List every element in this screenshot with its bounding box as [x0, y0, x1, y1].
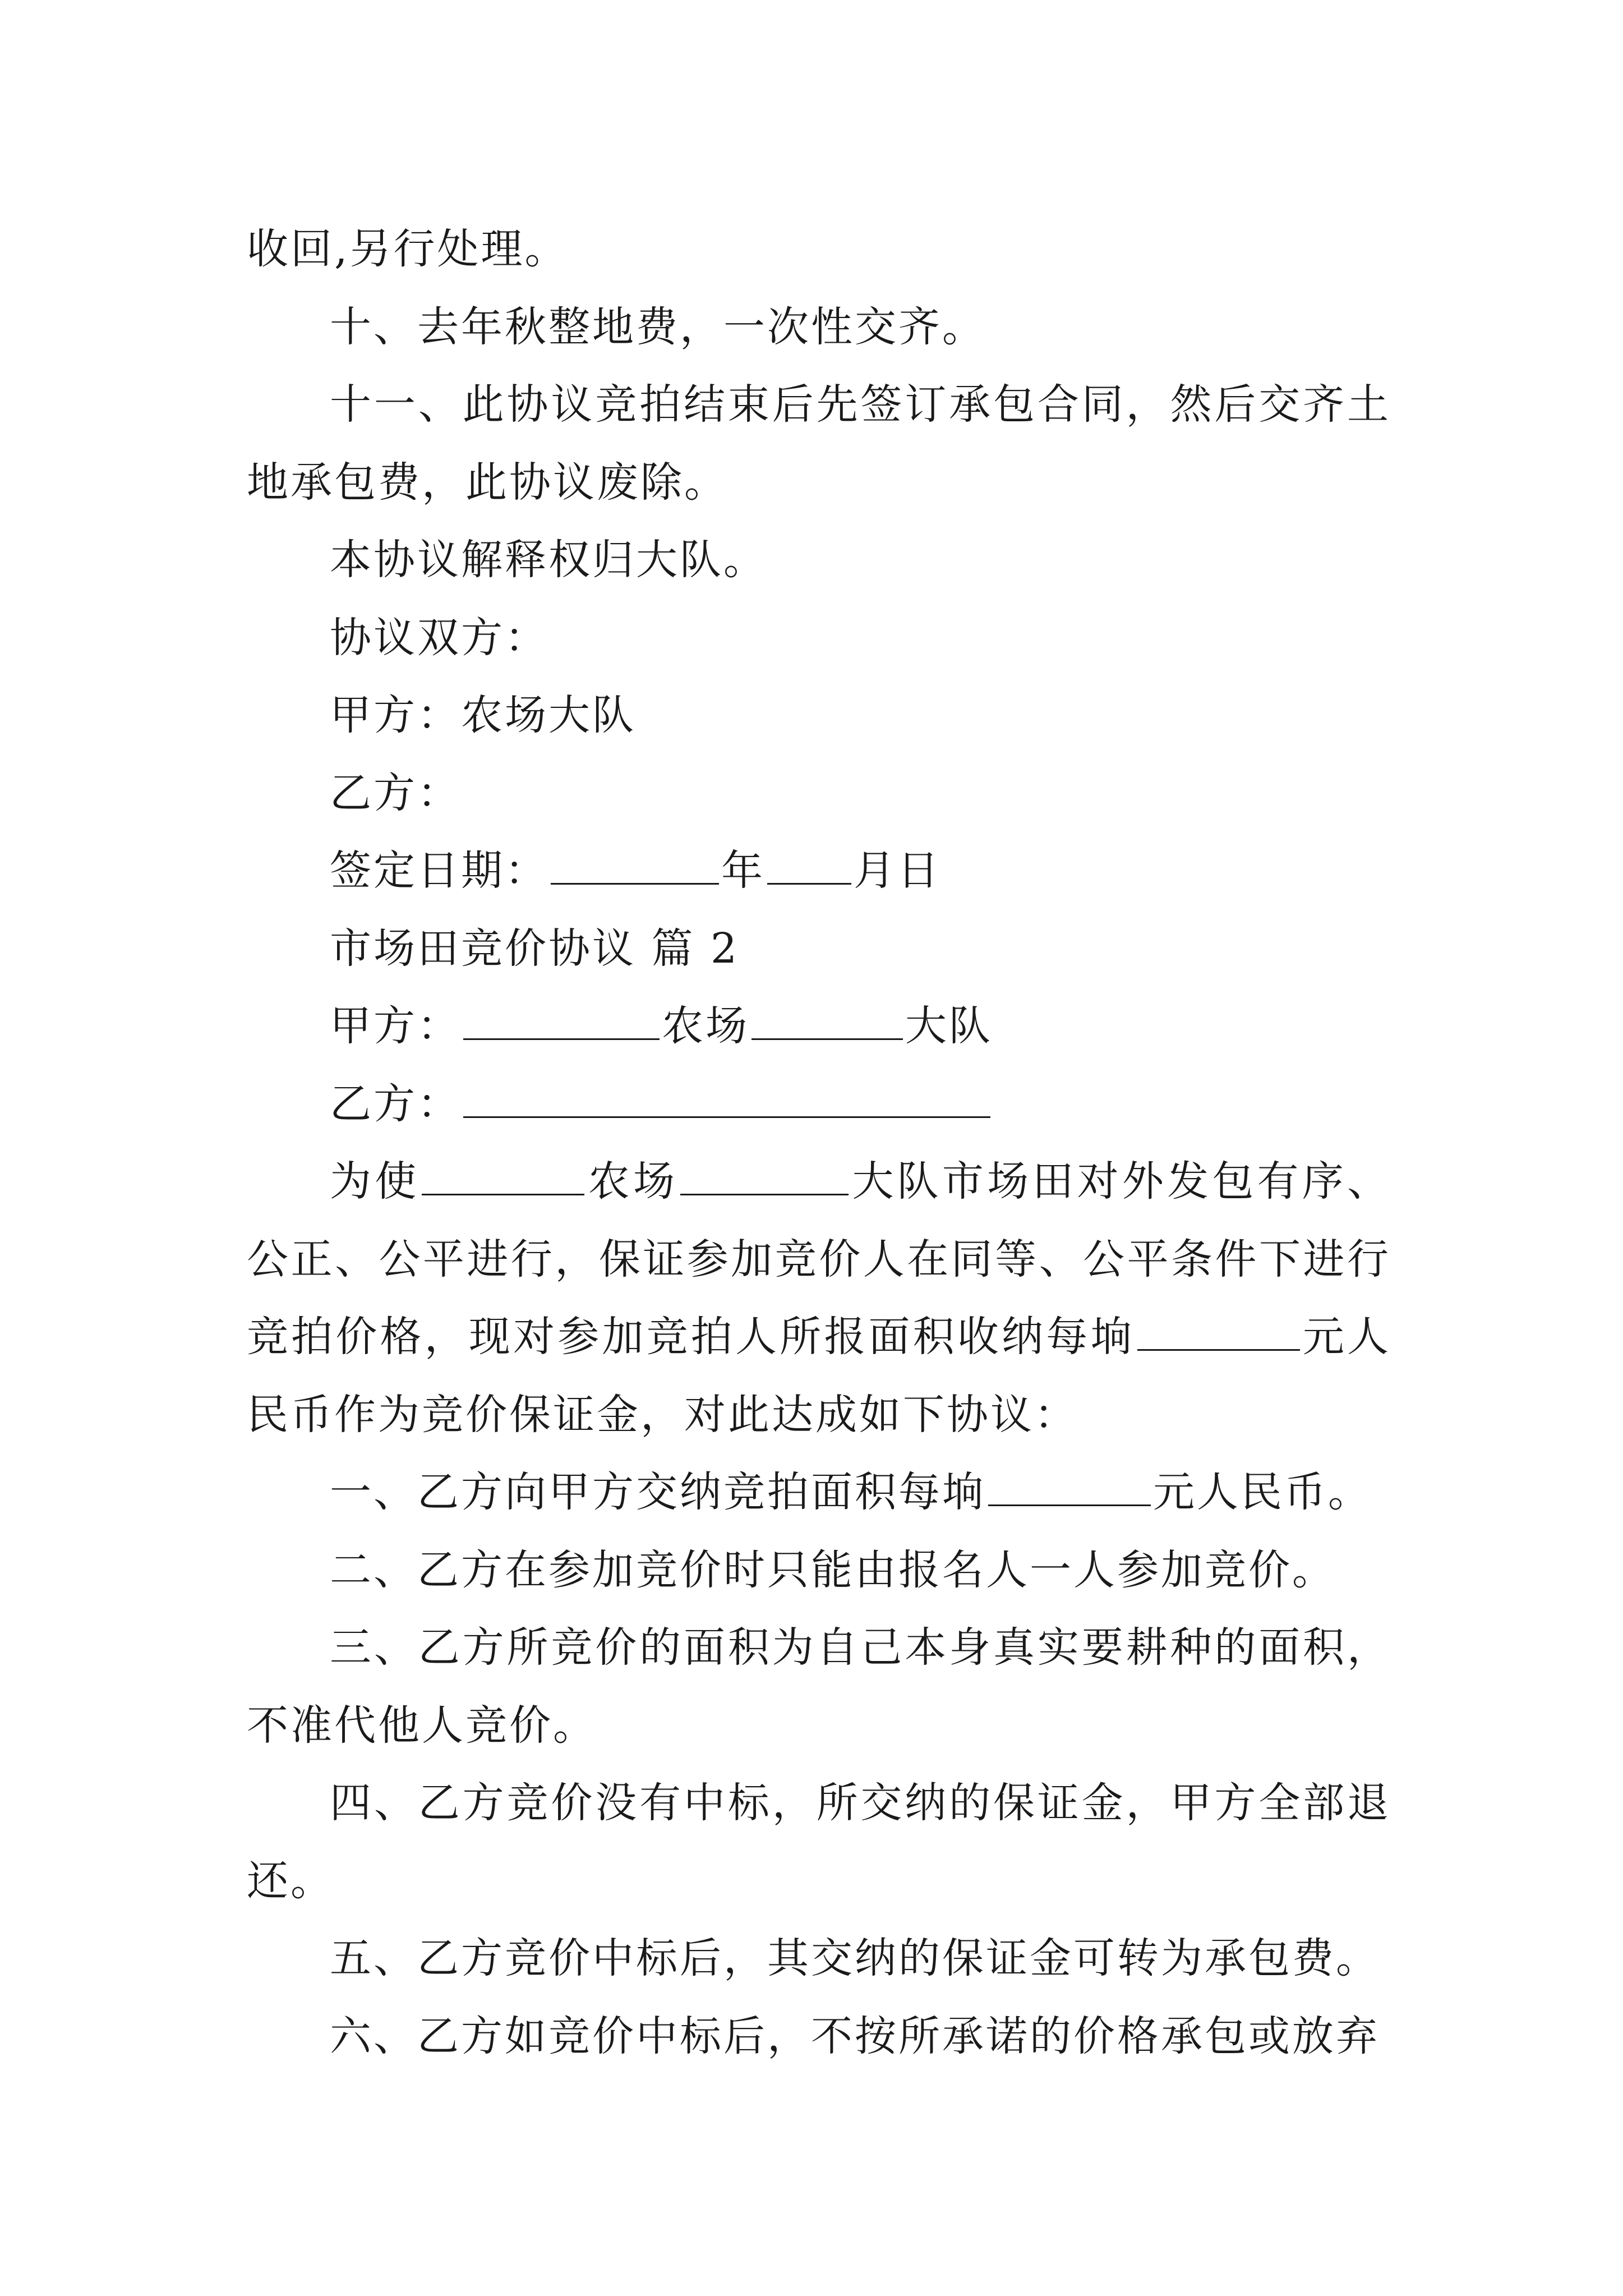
blank-intro-team — [680, 1152, 849, 1195]
part2-item-5: 五、乙方竞价中标后，其交纳的保证金可转为承包费。 — [330, 1934, 1380, 1982]
part2-intro-farm: 农场 — [587, 1157, 679, 1205]
part2-item-4: 四、乙方竞价没有中标，所交纳的保证金，甲方全部退还。 — [247, 1779, 1391, 1905]
blank-year — [551, 841, 719, 885]
part2-intro-tail: 元人民币作为竞价保证金，对此达成如下协议： — [247, 1313, 1391, 1439]
part2-item-1-tail: 元人民币。 — [1153, 1468, 1372, 1516]
part2-party-b-line — [247, 1065, 1391, 1143]
part2-title: 市场田竞价协议 篇 2 — [330, 924, 740, 973]
part2-party-a-line — [247, 987, 1391, 1065]
paragraph-item-10: 十、去年秋整地费，一次性交齐。 — [330, 302, 986, 351]
sign-date-month-day: 月日 — [854, 846, 941, 895]
paragraph-party-b: 乙方： — [330, 769, 461, 817]
paragraph-party-a: 甲方：农场大队 — [330, 691, 636, 739]
blank-farm-name — [463, 997, 660, 1040]
part2-party-a-team: 大队 — [905, 1002, 993, 1050]
sign-date-line — [247, 832, 1391, 910]
part2-intro-lead: 为使 — [330, 1157, 420, 1205]
part2-item-1 — [247, 1453, 1391, 1531]
blank-team-name — [751, 997, 903, 1040]
part2-item-6: 六、乙方如竞价中标后，不按所承诺的价格承包或放弃 — [330, 2012, 1380, 2060]
blank-item-1-amount — [988, 1463, 1151, 1506]
blank-deposit-amount — [1137, 1308, 1300, 1351]
part2-party-b-label: 乙方： — [330, 1079, 461, 1128]
blank-party-b-name — [463, 1075, 990, 1118]
sign-date-year: 年 — [721, 846, 765, 895]
paragraph-parties: 协议双方： — [330, 613, 548, 662]
part2-intro-paragraph — [247, 1143, 1391, 1453]
part2-item-1-lead: 一、乙方向甲方交纳竞拍面积每垧 — [330, 1468, 986, 1516]
sign-date-label: 签定日期： — [330, 846, 548, 895]
part2-intro-middle: 大队市场田对外发包有序、公正、公平进行，保证参加竞价人在同等、公平条件下进行竞拍价格，现对参加竞拍人所报面积收纳每垧 — [247, 1157, 1391, 1361]
part2-party-a-label: 甲方： — [330, 1002, 461, 1050]
paragraph-interpretation: 本协议解释权归大队。 — [330, 536, 767, 584]
part2-item-2: 二、乙方在参加竞价时只能由报名人一人参加竞价。 — [330, 1545, 1336, 1594]
blank-intro-farm — [422, 1152, 584, 1195]
paragraph-intro-tail: 收回,另行处理。 — [247, 225, 569, 273]
part2-item-3: 三、乙方所竞价的面积为自己本身真实要耕种的面积，不准代他人竞价。 — [247, 1623, 1391, 1750]
document-body — [247, 210, 1391, 2075]
blank-month — [767, 841, 851, 885]
part2-party-a-farm: 农场 — [662, 1002, 749, 1050]
paragraph-item-11: 十一、此协议竞拍结束后先签订承包合同，然后交齐土地承包费，此协议废除。 — [247, 380, 1391, 507]
